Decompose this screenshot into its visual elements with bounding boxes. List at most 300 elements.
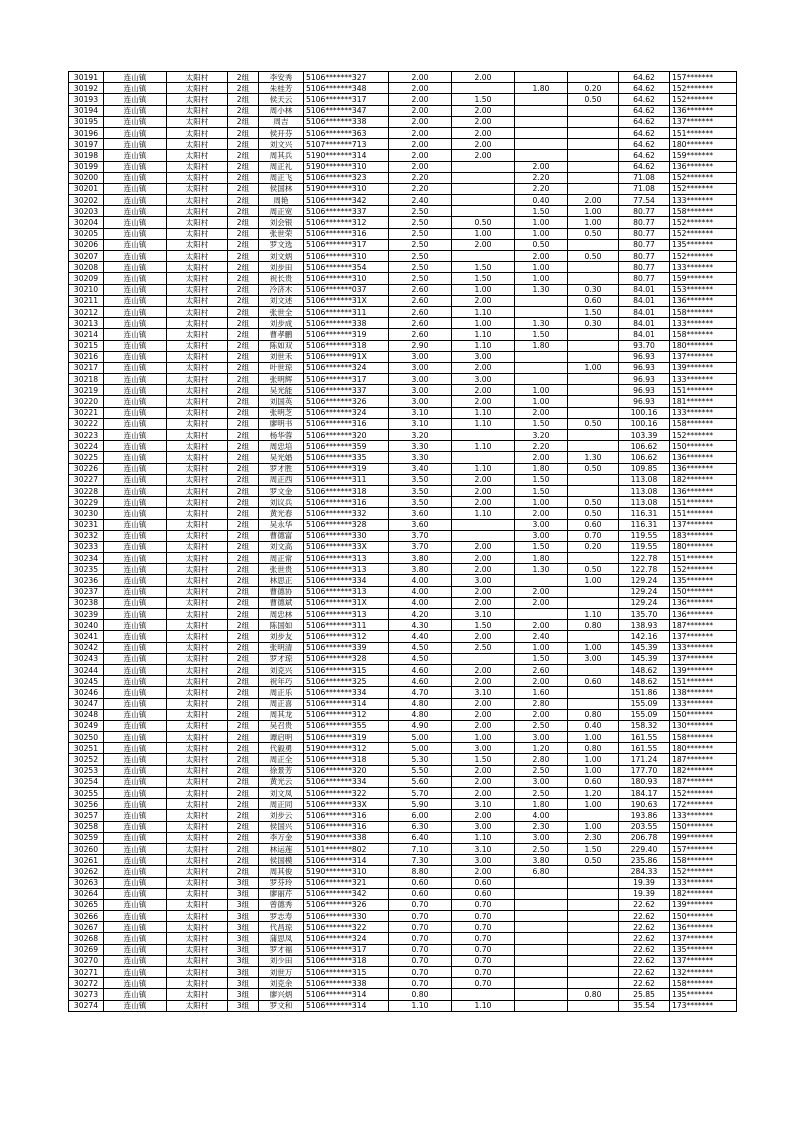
amount-cell: 84.01 (619, 295, 670, 306)
table-row (69, 720, 737, 731)
area-c-cell (568, 553, 619, 564)
name-cell: 周正礼 (259, 161, 304, 172)
group-cell: 2组 (228, 743, 259, 754)
group-cell: 3组 (228, 989, 259, 1000)
total-area-cell: 5.60 (389, 776, 452, 787)
group-cell: 2组 (228, 195, 259, 206)
phone-cell: 137******* (670, 955, 737, 966)
area-c-cell (568, 139, 619, 150)
total-area-cell: 2.50 (389, 228, 452, 239)
name-cell: 侯开芬 (259, 127, 304, 138)
record-id-cell: 30257 (69, 810, 104, 821)
area-b-cell: 3.00 (515, 732, 568, 743)
area-c-cell (568, 127, 619, 138)
amount-cell: 106.62 (619, 452, 670, 463)
area-c-cell: 2.30 (568, 832, 619, 843)
phone-cell: 136******* (670, 597, 737, 608)
area-c-cell: 0.50 (568, 94, 619, 105)
area-b-cell (515, 877, 568, 888)
area-c-cell (568, 396, 619, 407)
id-number-cell: 5106*******310 (304, 273, 389, 284)
id-number-cell: 5106*******316 (304, 497, 389, 508)
area-a-cell: 3.10 (452, 609, 515, 620)
id-number-cell: 5106*******313 (304, 586, 389, 597)
village-cell: 太阳村 (167, 351, 228, 362)
name-cell: 曹孝鹏 (259, 329, 304, 340)
area-a-cell: 0.70 (452, 922, 515, 933)
amount-cell: 109.85 (619, 463, 670, 474)
area-a-cell: 2.00 (452, 497, 515, 508)
id-number-cell: 5106*******338 (304, 978, 389, 989)
record-id-cell: 30269 (69, 944, 104, 955)
id-number-cell: 5106*******347 (304, 105, 389, 116)
total-area-cell: 3.00 (389, 351, 452, 362)
amount-cell: 22.62 (619, 922, 670, 933)
phone-cell: 152******* (670, 83, 737, 94)
area-c-cell (568, 485, 619, 496)
amount-cell: 158.32 (619, 720, 670, 731)
phone-cell: 158******* (670, 978, 737, 989)
record-id-cell: 30234 (69, 553, 104, 564)
area-b-cell (515, 374, 568, 385)
group-cell: 2组 (228, 374, 259, 385)
amount-cell: 22.62 (619, 967, 670, 978)
village-cell: 太阳村 (167, 620, 228, 631)
id-number-cell: 5106*******323 (304, 172, 389, 183)
group-cell: 2组 (228, 631, 259, 642)
area-b-cell: 2.30 (515, 821, 568, 832)
phone-cell: 136******* (670, 485, 737, 496)
id-number-cell: 5106*******31X (304, 295, 389, 306)
area-a-cell: 2.00 (452, 564, 515, 575)
id-number-cell: 5106*******314 (304, 698, 389, 709)
town-cell: 连山镇 (104, 843, 167, 854)
area-a-cell: 2.00 (452, 139, 515, 150)
group-cell: 2组 (228, 519, 259, 530)
name-cell: 刘步云 (259, 810, 304, 821)
phone-cell: 150******* (670, 911, 737, 922)
amount-cell: 113.08 (619, 497, 670, 508)
name-cell: 廖丽芹 (259, 888, 304, 899)
name-cell: 吴召贵 (259, 720, 304, 731)
total-area-cell: 2.60 (389, 318, 452, 329)
id-number-cell: 5190*******338 (304, 832, 389, 843)
phone-cell: 187******* (670, 754, 737, 765)
total-area-cell: 2.50 (389, 217, 452, 228)
area-c-cell (568, 810, 619, 821)
id-number-cell: 5106*******317 (304, 94, 389, 105)
phone-cell: 159******* (670, 273, 737, 284)
area-c-cell (568, 866, 619, 877)
amount-cell: 171.24 (619, 754, 670, 765)
record-id-cell: 30264 (69, 888, 104, 899)
area-a-cell: 1.10 (452, 508, 515, 519)
record-id-cell: 30266 (69, 911, 104, 922)
town-cell: 连山镇 (104, 385, 167, 396)
record-id-cell: 30220 (69, 396, 104, 407)
phone-cell: 187******* (670, 776, 737, 787)
table-row (69, 631, 737, 642)
name-cell: 代昌琼 (259, 922, 304, 933)
area-a-cell: 2.00 (452, 586, 515, 597)
record-id-cell: 30201 (69, 183, 104, 194)
id-number-cell: 5106*******317 (304, 239, 389, 250)
area-a-cell: 0.70 (452, 944, 515, 955)
area-b-cell (515, 295, 568, 306)
record-id-cell: 30218 (69, 374, 104, 385)
area-b-cell: 3.00 (515, 776, 568, 787)
amount-cell: 161.55 (619, 732, 670, 743)
group-cell: 2组 (228, 94, 259, 105)
village-cell: 太阳村 (167, 888, 228, 899)
id-number-cell: 5106*******363 (304, 127, 389, 138)
table-row (69, 810, 737, 821)
total-area-cell: 0.70 (389, 933, 452, 944)
amount-cell: 64.62 (619, 105, 670, 116)
area-a-cell: 2.00 (452, 541, 515, 552)
total-area-cell: 2.50 (389, 273, 452, 284)
total-area-cell: 2.00 (389, 116, 452, 127)
area-a-cell: 0.70 (452, 955, 515, 966)
phone-cell: 151******* (670, 676, 737, 687)
group-cell: 2组 (228, 239, 259, 250)
name-cell: 曹德斌 (259, 597, 304, 608)
total-area-cell: 0.70 (389, 944, 452, 955)
name-cell: 周艳 (259, 195, 304, 206)
group-cell: 2组 (228, 407, 259, 418)
id-number-cell: 5106*******311 (304, 474, 389, 485)
area-a-cell: 1.00 (452, 284, 515, 295)
table-row (69, 664, 737, 675)
village-cell: 太阳村 (167, 116, 228, 127)
phone-cell: 137******* (670, 631, 737, 642)
group-cell: 2组 (228, 687, 259, 698)
id-number-cell: 5106*******338 (304, 116, 389, 127)
name-cell: 刘议兵 (259, 497, 304, 508)
village-cell: 太阳村 (167, 161, 228, 172)
town-cell: 连山镇 (104, 116, 167, 127)
id-number-cell: 5106*******037 (304, 284, 389, 295)
id-number-cell: 5106*******314 (304, 989, 389, 1000)
phone-cell: 199******* (670, 832, 737, 843)
table-row (69, 306, 737, 317)
total-area-cell: 2.20 (389, 183, 452, 194)
area-b-cell: 1.00 (515, 228, 568, 239)
amount-cell: 80.77 (619, 217, 670, 228)
record-id-cell: 30252 (69, 754, 104, 765)
total-area-cell: 2.00 (389, 83, 452, 94)
area-a-cell (452, 83, 515, 94)
id-number-cell: 5106*******31X (304, 597, 389, 608)
total-area-cell: 6.30 (389, 821, 452, 832)
area-a-cell: 2.00 (452, 664, 515, 675)
table-row (69, 832, 737, 843)
amount-cell: 155.09 (619, 709, 670, 720)
area-a-cell: 2.00 (452, 720, 515, 731)
area-c-cell (568, 374, 619, 385)
name-cell: 冷济木 (259, 284, 304, 295)
record-id-cell: 30207 (69, 251, 104, 262)
group-cell: 2组 (228, 664, 259, 675)
area-c-cell (568, 922, 619, 933)
total-area-cell: 2.40 (389, 195, 452, 206)
phone-cell: 137******* (670, 351, 737, 362)
town-cell: 连山镇 (104, 978, 167, 989)
area-c-cell (568, 183, 619, 194)
area-c-cell: 1.00 (568, 206, 619, 217)
id-number-cell: 5106*******328 (304, 519, 389, 530)
town-cell: 连山镇 (104, 374, 167, 385)
amount-cell: 193.86 (619, 810, 670, 821)
name-cell: 李安秀 (259, 72, 304, 83)
area-c-cell (568, 329, 619, 340)
total-area-cell: 3.50 (389, 474, 452, 485)
amount-cell: 129.24 (619, 575, 670, 586)
table-row (69, 888, 737, 899)
table-row (69, 340, 737, 351)
table-row (69, 519, 737, 530)
total-area-cell: 0.60 (389, 877, 452, 888)
town-cell: 连山镇 (104, 642, 167, 653)
area-a-cell: 2.00 (452, 698, 515, 709)
table-row (69, 698, 737, 709)
table-row (69, 597, 737, 608)
group-cell: 2组 (228, 698, 259, 709)
id-number-cell: 5106*******339 (304, 642, 389, 653)
area-a-cell: 2.00 (452, 866, 515, 877)
phone-cell: 133******* (670, 262, 737, 273)
id-number-cell: 5106*******318 (304, 340, 389, 351)
phone-cell: 172******* (670, 799, 737, 810)
id-number-cell: 5106*******337 (304, 206, 389, 217)
area-a-cell: 2.00 (452, 765, 515, 776)
area-c-cell: 2.00 (568, 195, 619, 206)
table-row (69, 418, 737, 429)
area-b-cell: 2.00 (515, 709, 568, 720)
village-cell: 太阳村 (167, 944, 228, 955)
area-b-cell: 6.80 (515, 866, 568, 877)
amount-cell: 22.62 (619, 933, 670, 944)
group-cell: 2组 (228, 732, 259, 743)
village-cell: 太阳村 (167, 430, 228, 441)
id-number-cell: 5106*******334 (304, 575, 389, 586)
area-b-cell: 2.60 (515, 664, 568, 675)
record-id-cell: 30271 (69, 967, 104, 978)
area-a-cell: 2.00 (452, 150, 515, 161)
total-area-cell: 3.10 (389, 407, 452, 418)
record-id-cell: 30274 (69, 1000, 104, 1011)
town-cell: 连山镇 (104, 195, 167, 206)
group-cell: 2组 (228, 161, 259, 172)
total-area-cell: 2.00 (389, 127, 452, 138)
total-area-cell: 5.00 (389, 743, 452, 754)
village-cell: 太阳村 (167, 374, 228, 385)
area-c-cell (568, 597, 619, 608)
area-b-cell: 1.80 (515, 83, 568, 94)
group-cell: 2组 (228, 441, 259, 452)
area-c-cell: 0.50 (568, 497, 619, 508)
area-b-cell (515, 362, 568, 373)
amount-cell: 203.55 (619, 821, 670, 832)
phone-cell: 180******* (670, 340, 737, 351)
area-a-cell (452, 430, 515, 441)
amount-cell: 80.77 (619, 239, 670, 250)
id-number-cell: 5106*******354 (304, 262, 389, 273)
total-area-cell: 5.00 (389, 732, 452, 743)
group-cell: 3组 (228, 888, 259, 899)
town-cell: 连山镇 (104, 340, 167, 351)
village-cell: 太阳村 (167, 273, 228, 284)
amount-cell: 22.62 (619, 911, 670, 922)
phone-cell: 183******* (670, 530, 737, 541)
total-area-cell: 2.00 (389, 150, 452, 161)
area-c-cell: 1.00 (568, 362, 619, 373)
phone-cell: 133******* (670, 698, 737, 709)
id-number-cell: 5106*******91X (304, 351, 389, 362)
area-c-cell (568, 351, 619, 362)
total-area-cell: 0.70 (389, 911, 452, 922)
table-row (69, 116, 737, 127)
phone-cell: 152******* (670, 217, 737, 228)
id-number-cell: 5107*******713 (304, 139, 389, 150)
group-cell: 2组 (228, 564, 259, 575)
area-b-cell (515, 899, 568, 910)
group-cell: 2组 (228, 788, 259, 799)
record-id-cell: 30191 (69, 72, 104, 83)
area-a-cell: 3.00 (452, 575, 515, 586)
table-row (69, 530, 737, 541)
area-a-cell: 2.00 (452, 474, 515, 485)
town-cell: 连山镇 (104, 553, 167, 564)
town-cell: 连山镇 (104, 676, 167, 687)
area-c-cell (568, 72, 619, 83)
name-cell: 曹德富 (259, 530, 304, 541)
record-id-cell: 30255 (69, 788, 104, 799)
village-cell: 太阳村 (167, 553, 228, 564)
table-row (69, 172, 737, 183)
total-area-cell: 5.90 (389, 799, 452, 810)
record-id-cell: 30253 (69, 765, 104, 776)
table-row (69, 843, 737, 854)
table-row (69, 866, 737, 877)
id-number-cell: 5106*******318 (304, 955, 389, 966)
name-cell: 刘克余 (259, 978, 304, 989)
name-cell: 廖明书 (259, 418, 304, 429)
village-cell: 太阳村 (167, 306, 228, 317)
phone-cell: 133******* (670, 318, 737, 329)
record-id-cell: 30267 (69, 922, 104, 933)
area-b-cell: 1.30 (515, 284, 568, 295)
id-number-cell: 5106*******334 (304, 776, 389, 787)
area-a-cell: 2.00 (452, 776, 515, 787)
group-cell: 2组 (228, 586, 259, 597)
group-cell: 2组 (228, 262, 259, 273)
name-cell: 刘文高 (259, 541, 304, 552)
phone-cell: 137******* (670, 933, 737, 944)
name-cell: 侯国兴 (259, 821, 304, 832)
town-cell: 连山镇 (104, 911, 167, 922)
record-id-cell: 30212 (69, 306, 104, 317)
id-number-cell: 5106*******313 (304, 553, 389, 564)
total-area-cell: 0.80 (389, 989, 452, 1000)
table-row (69, 284, 737, 295)
table-row (69, 653, 737, 664)
area-c-cell: 1.50 (568, 306, 619, 317)
table-row (69, 855, 737, 866)
area-b-cell (515, 933, 568, 944)
phone-cell: 180******* (670, 541, 737, 552)
total-area-cell: 0.70 (389, 967, 452, 978)
group-cell: 2组 (228, 228, 259, 239)
table-row (69, 150, 737, 161)
record-id-cell: 30247 (69, 698, 104, 709)
area-b-cell: 1.30 (515, 318, 568, 329)
area-a-cell: 0.70 (452, 967, 515, 978)
phone-cell: 138******* (670, 687, 737, 698)
name-cell: 侯国模 (259, 855, 304, 866)
town-cell: 连山镇 (104, 407, 167, 418)
total-area-cell: 2.20 (389, 172, 452, 183)
area-a-cell: 0.70 (452, 911, 515, 922)
area-a-cell: 2.00 (452, 362, 515, 373)
total-area-cell: 0.70 (389, 955, 452, 966)
phone-cell: 187******* (670, 620, 737, 631)
amount-cell: 161.55 (619, 743, 670, 754)
id-number-cell: 5106*******342 (304, 195, 389, 206)
area-b-cell: 2.00 (515, 508, 568, 519)
name-cell: 刘克兴 (259, 664, 304, 675)
amount-cell: 84.01 (619, 318, 670, 329)
total-area-cell: 2.50 (389, 262, 452, 273)
village-cell: 太阳村 (167, 519, 228, 530)
area-c-cell: 1.00 (568, 799, 619, 810)
amount-cell: 96.93 (619, 374, 670, 385)
amount-cell: 113.08 (619, 474, 670, 485)
total-area-cell: 2.50 (389, 239, 452, 250)
area-a-cell: 2.00 (452, 127, 515, 138)
phone-cell: 152******* (670, 228, 737, 239)
table-row (69, 362, 737, 373)
id-number-cell: 5106*******319 (304, 463, 389, 474)
town-cell: 连山镇 (104, 832, 167, 843)
table-row (69, 944, 737, 955)
record-id-cell: 30194 (69, 105, 104, 116)
id-number-cell: 5190*******310 (304, 866, 389, 877)
group-cell: 2组 (228, 183, 259, 194)
town-cell: 连山镇 (104, 541, 167, 552)
table-row (69, 217, 737, 228)
table-row (69, 262, 737, 273)
table-row (69, 295, 737, 306)
record-id-cell: 30223 (69, 430, 104, 441)
total-area-cell: 2.60 (389, 329, 452, 340)
town-cell: 连山镇 (104, 396, 167, 407)
village-cell: 太阳村 (167, 732, 228, 743)
area-b-cell (515, 989, 568, 1000)
phone-cell: 151******* (670, 127, 737, 138)
town-cell: 连山镇 (104, 821, 167, 832)
village-cell: 太阳村 (167, 810, 228, 821)
area-b-cell: 4.00 (515, 810, 568, 821)
id-number-cell: 5106*******327 (304, 72, 389, 83)
phone-cell: 136******* (670, 452, 737, 463)
town-cell: 连山镇 (104, 1000, 167, 1011)
area-c-cell (568, 385, 619, 396)
id-number-cell: 5106*******322 (304, 788, 389, 799)
table-row (69, 765, 737, 776)
total-area-cell: 0.70 (389, 978, 452, 989)
group-cell: 2组 (228, 821, 259, 832)
